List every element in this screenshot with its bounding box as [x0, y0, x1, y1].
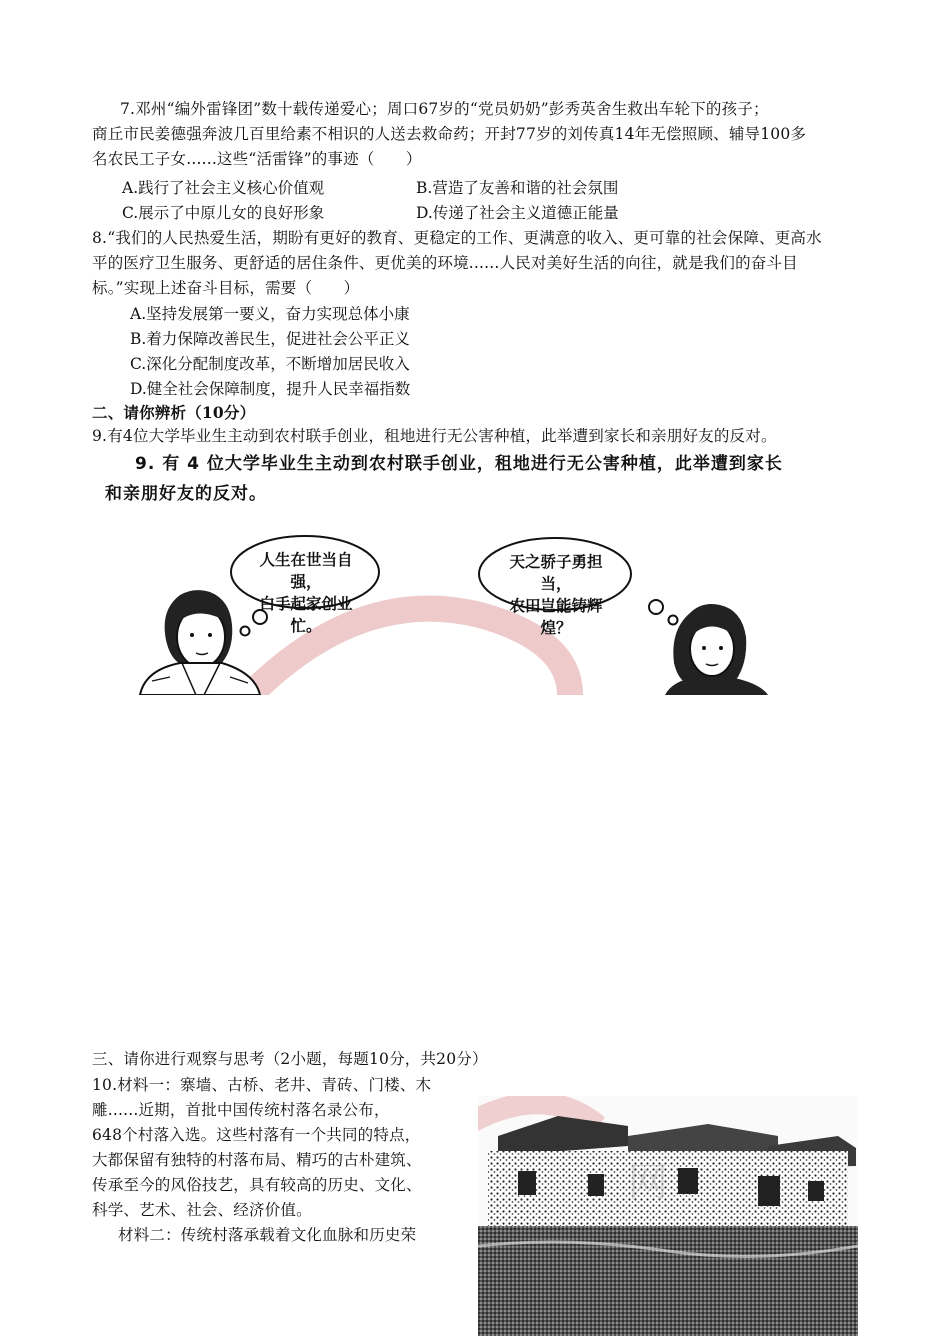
q10-line-4: 大都保留有独特的村落布局、精巧的古朴建筑、 [92, 1151, 422, 1169]
boy-figure [140, 590, 260, 695]
q7-option-c: C.展示了中原儿女的良好形象 [122, 204, 325, 222]
q10-line-7: 材料二：传统村落承载着文化血脉和历史荣 [118, 1226, 417, 1244]
q8-option-c: C.深化分配制度改革，不断增加居民收入 [130, 355, 410, 373]
q8-line-3: 标。”实现上述奋斗目标，需要（ ） [92, 279, 360, 297]
right-bubble-line-2: 农田岂能铸辉煌？ [509, 597, 603, 637]
comic-caption-line-2: 和亲朋好友的反对。 [105, 484, 267, 504]
q10-line-3: 648个村落入选。这些村落有一个共同的特点， [92, 1126, 421, 1144]
q7-line-1: 7.邓州“编外雷锋团”数十载传递爱心；周口67岁的“党员奶奶”彭秀英舍生救出车轮下的孩子； [120, 100, 769, 118]
q7-option-a: A.践行了社会主义核心价值观 [122, 179, 325, 197]
q10-line-5: 传承至今的风俗技艺，具有较高的历史、文化、 [92, 1176, 422, 1194]
left-bubble-line-2: 白手起家创业忙。 [259, 595, 353, 635]
q7-option-b: B.营造了友善和谐的社会氛围 [416, 179, 619, 197]
q7-line-3: 名农民工子女......这些“活雷锋”的事迹（ ） [92, 150, 422, 168]
comic-drawing [100, 445, 820, 695]
comic-caption-line-1: 9. 有 4 位大学毕业生主动到农村联手创业，租地进行无公害种植，此举遭到家长 [135, 454, 783, 474]
q9-text: 9.有4位大学毕业生主动到农村联手创业，租地进行无公害种植，此举遭到家长和亲朋好友的反对。 [92, 427, 777, 445]
q8-option-b: B.着力保障改善民生，促进社会公平正义 [130, 330, 410, 348]
q10-line-1: 10.材料一：寨墙、古桥、老井、青砖、门楼、木 [92, 1076, 432, 1094]
girl-figure [665, 604, 768, 695]
svg-text:网: 网 [628, 1160, 668, 1206]
section-2-heading: 二、请你辨析（10分） [92, 403, 256, 422]
left-bubble-line-1: 人生在世当自强， [259, 551, 353, 591]
q8-option-d: D.健全社会保障制度，提升人民幸福指数 [130, 380, 411, 398]
q7-line-2: 商丘市民姜德强奔波几百里给素不相识的人送去救命药；开封77岁的刘传真14年无偿照顾、辅导100多 [92, 125, 807, 143]
q10-line-2: 雕......近期，首批中国传统村落名录公布， [92, 1101, 390, 1119]
q8-line-2: 平的医疗卫生服务、更舒适的居住条件、更优美的环境......人民对美好生活的向往，就是我们的奋斗目 [92, 254, 798, 272]
q7-option-d: D.传递了社会主义道德正能量 [416, 204, 619, 222]
comic-illustration [100, 445, 820, 695]
village-photo [478, 1096, 858, 1336]
section-3-heading: 三、请你进行观察与思考（2小题，每题10分，共20分） [92, 1050, 488, 1068]
right-bubble-line-1: 天之骄子勇担当， [509, 553, 603, 593]
q8-line-1: 8.“我们的人民热爱生活，期盼有更好的教育、更稳定的工作、更满意的收入、更可靠的社会保障、更高水 [92, 229, 822, 247]
q8-option-a: A.坚持发展第一要义，奋力实现总体小康 [130, 305, 410, 323]
q10-line-6: 科学、艺术、社会、经济价值。 [92, 1201, 312, 1219]
